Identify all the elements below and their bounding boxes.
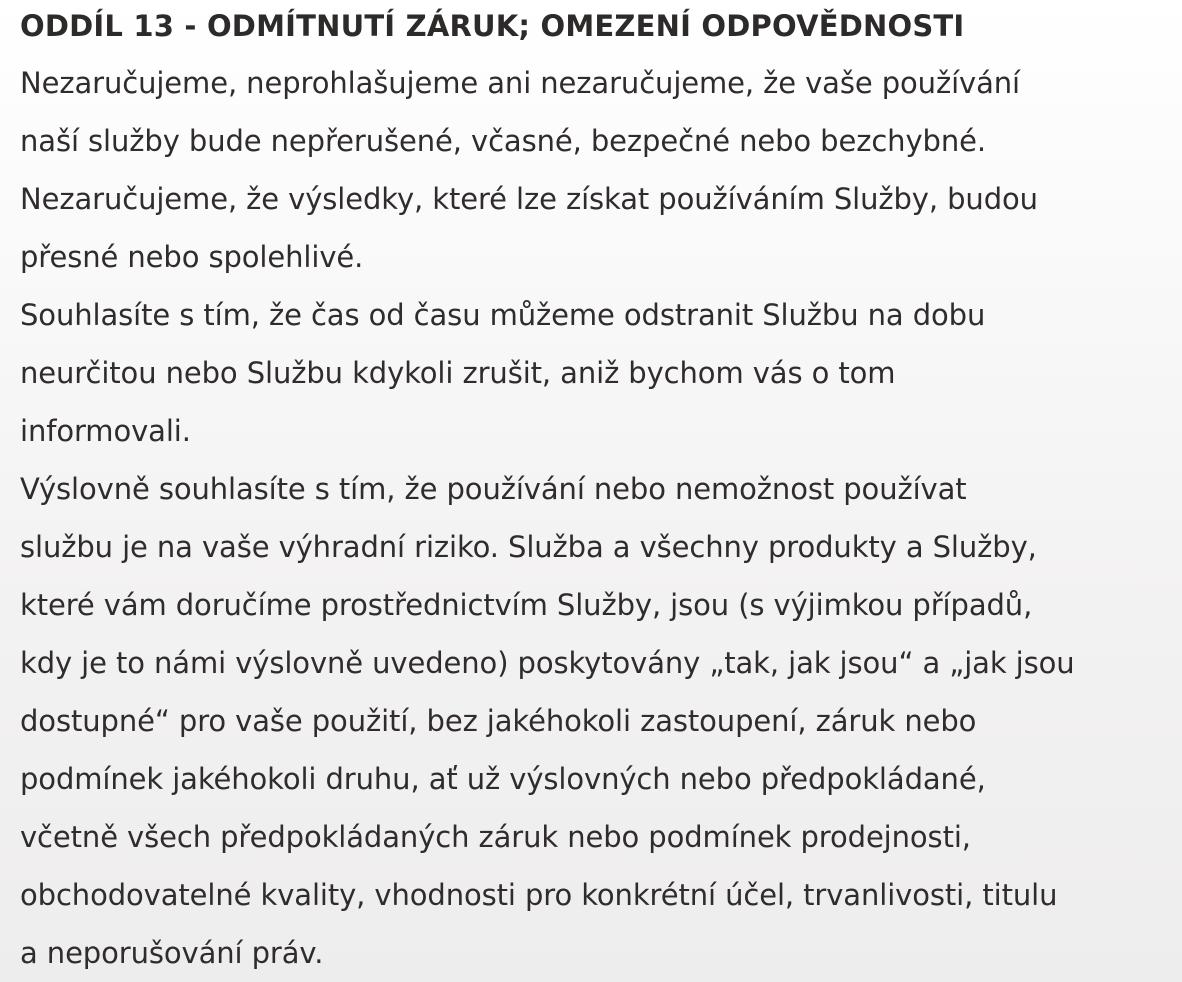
text-line: službu je na vaše výhradní riziko. Služba a všechny produkty a Služby, (20, 530, 1037, 564)
text-line: Souhlasíte s tím, že čas od času můžeme odstranit Službu na dobu (20, 298, 986, 332)
text-line: kdy je to námi výslovně uvedeno) poskytovány „tak, jak jsou“ a „jak jsou (20, 646, 1075, 680)
text-line: naší služby bude nepřerušené, včasné, bezpečné nebo bezchybné. (20, 124, 986, 158)
text-line: přesné nebo spolehlivé. (20, 240, 364, 274)
text-line: které vám doručíme prostřednictvím Služby, jsou (s výjimkou případů, (20, 588, 1033, 622)
text-line: dostupné“ pro vaše použití, bez jakéhokoli zastoupení, záruk nebo (20, 704, 977, 738)
paragraph-no-warranty-results (20, 170, 1162, 286)
text-line: a neporušování práv. (20, 936, 324, 970)
text-line: podmínek jakéhokoli druhu, ať už výslovných nebo předpokládané, (20, 762, 986, 796)
text-line: Nezaručujeme, neprohlašujeme ani nezaručujeme, že vaše používání (20, 66, 1021, 100)
text-line: obchodovatelné kvality, vhodnosti pro konkrétní účel, trvanlivosti, titulu (20, 878, 1058, 912)
text-line: Nezaručujeme, že výsledky, které lze získat používáním Služby, budou (20, 182, 1038, 216)
text-line: informovali. (20, 414, 191, 448)
paragraph-no-warranty-uninterrupted (20, 54, 1162, 170)
section-heading: ODDÍL 13 - ODMÍTNUTÍ ZÁRUK; OMEZENÍ ODPOVĚDNOSTI (20, 9, 965, 43)
text-line: Výslovně souhlasíte s tím, že používání nebo nemožnost používat (20, 472, 967, 506)
text-line: včetně všech předpokládaných záruk nebo podmínek prodejnosti, (20, 820, 971, 854)
section-body (20, 54, 1162, 982)
text-line: neurčitou nebo Službu kdykoli zrušit, aniž bychom vás o tom (20, 356, 896, 390)
paragraph-service-removal (20, 286, 1162, 460)
paragraph-sole-risk (20, 460, 1162, 982)
